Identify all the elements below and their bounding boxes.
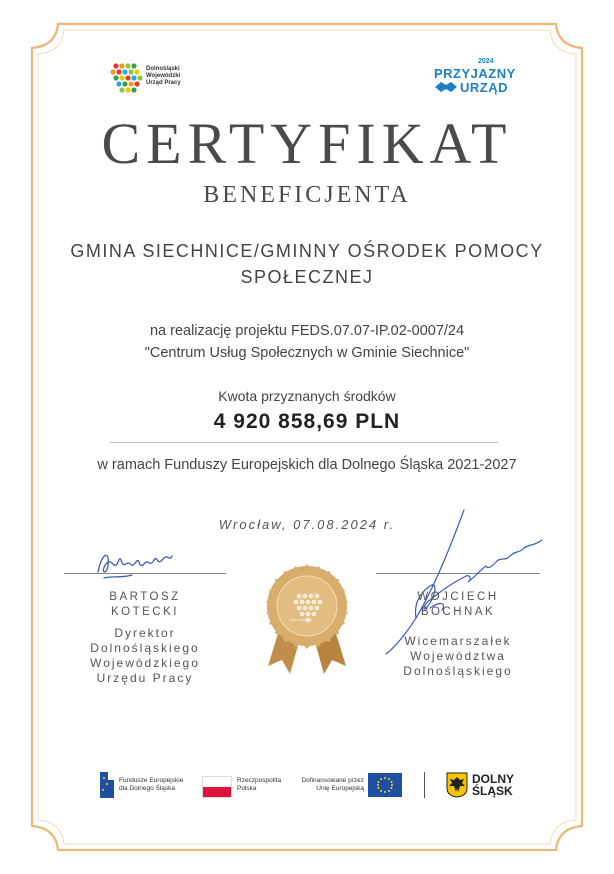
ue-logo-line: Dofinansowane przez [301,777,364,784]
dolny-slask-eagle-icon [446,772,468,798]
signatory-role-line: Dolnośląskiego [403,664,513,678]
gold-seal-icon [254,562,360,680]
ds-logo-line: ŚLĄSK [472,784,513,798]
signature-kotecki [92,542,178,584]
wup-logo-line: Urząd Pracy [146,80,181,86]
place-date: Wrocław, 07.08.2024 r. [218,517,396,532]
signatory-right-name [376,590,540,620]
ue-logo-line: Unię Europejską [316,785,364,792]
certificate-title: CERTYFIKAT [101,111,513,176]
amount-label: Kwota przyznanych środków [218,388,396,404]
fe-logo-line: Fundusze Europejskie [119,777,184,784]
dolny-slask-text [472,773,514,797]
signatory-name-line: BOCHNAK [420,606,496,618]
ds-logo-line: DOLNY [472,772,514,786]
wup-logo-line: Wojewódzki [146,73,181,79]
signatory-role-line: Urzędu Pracy [96,671,194,685]
divider [110,442,498,443]
signatory-role-line: Wojewódzkiego [90,656,200,670]
signatory-right-role [376,634,540,679]
funds-line: w ramach Funduszy Europejskich dla Dolnego Śląska 2021-2027 [97,457,517,473]
signatory-role-line: Dyrektor [114,626,176,640]
signatory-left-name [64,590,226,620]
signatory-role-line: Dolnośląskiego [90,641,200,655]
eu-flag-icon [368,773,402,797]
dolnoslaski-wup-logo-icon [110,60,150,98]
ue-logo-text [298,777,364,793]
przyjazny-urzad-logo [432,58,516,98]
przyjazny-year: 2024 [478,58,494,65]
fe-logo-text [119,777,183,793]
rp-logo-line: Polska [237,785,257,792]
signatory-name-line: KOTECKI [111,606,179,618]
fe-logo-line: dla Dolnego Śląska [119,785,176,792]
rp-logo-line: Rzeczpospolita [237,777,282,784]
certificate-subtitle: BENEFICJENTA [203,182,411,208]
project-number: na realizację projektu FEDS.07.07-IP.02-0007/24 [149,323,465,339]
wup-logo-text [146,66,181,87]
seal-label: dolnośląskie [290,617,313,622]
fundusze-europejskie-icon [98,770,116,800]
rp-logo-text [237,777,281,793]
signatory-left-role [64,626,226,686]
wup-logo-line: Dolnośląski [146,66,180,72]
przyjazny-line1: PRZYJAZNY [434,66,516,81]
amount-value: 4 920 858,69 PLN [213,410,401,433]
project-title: "Centrum Usług Społecznych w Gminie Siechnice" [144,345,470,361]
handshake-icon [434,80,458,94]
signatory-name-line: WOJCIECH [417,591,499,603]
project-description [0,320,614,364]
footer-divider [424,772,425,798]
beneficiary-name [0,238,614,290]
signatory-name-line: BARTOSZ [109,591,181,603]
przyjazny-line2: URZĄD [460,80,508,95]
beneficiary-line: GMINA SIECHNICE/GMINNY OŚRODEK POMOCY [70,241,544,261]
polish-flag-icon [202,776,232,798]
signatory-role-line: Wicemarszałek [404,634,512,648]
beneficiary-line: SPOŁECZNEJ [240,267,374,287]
signatory-role-line: Województwa [410,649,506,663]
